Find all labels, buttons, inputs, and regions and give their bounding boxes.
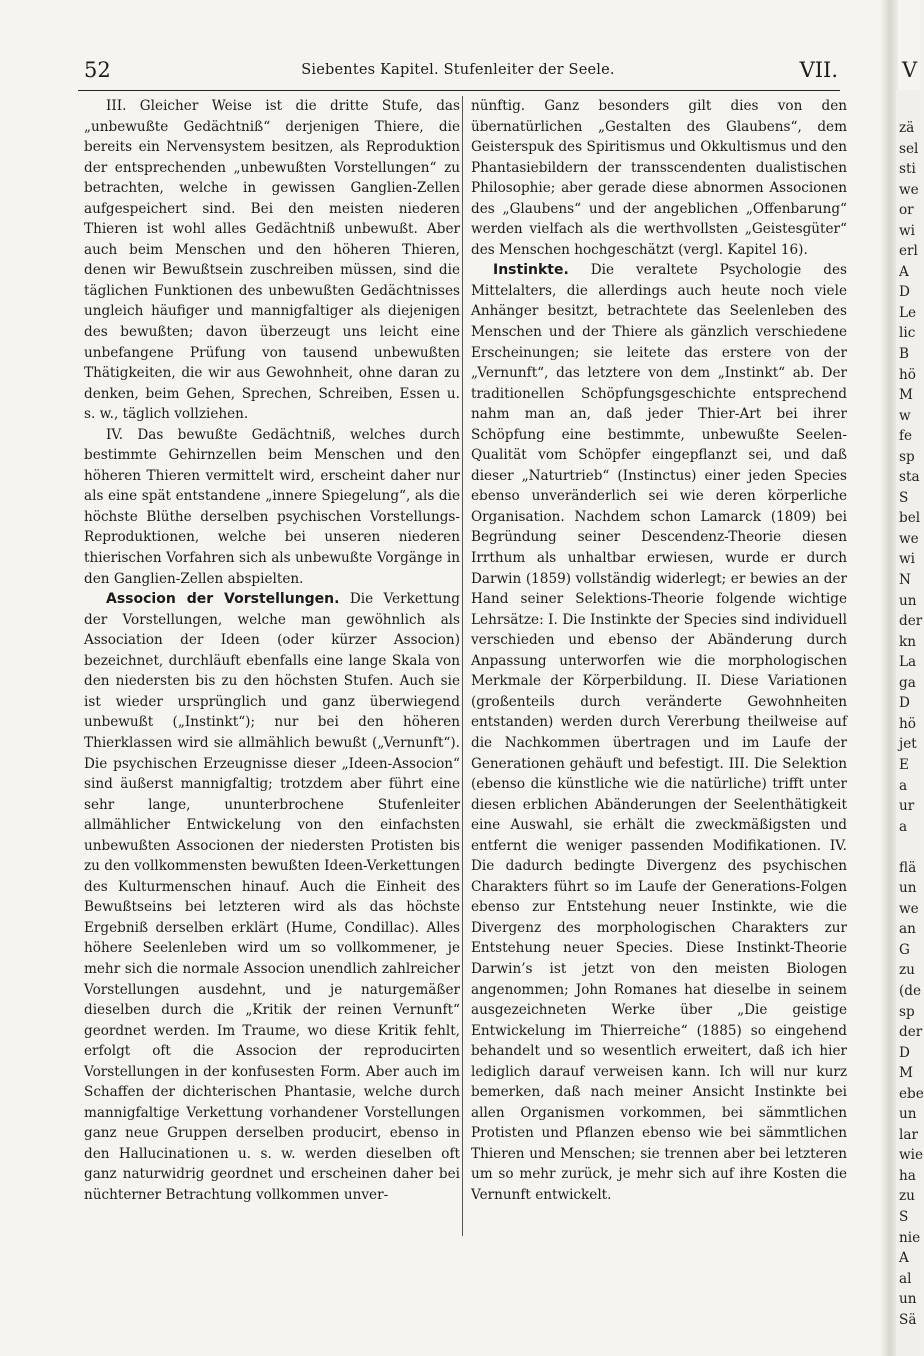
instincts-text: Die veraltete Psychologie des Mittelalters, die allerdings auch heute noch viele Anhänger besitzt, betrachtete das Seelenleben des Menschen und der Thiere als gänzlich verschiedene Erscheinungen; sie leitete das erstere von der „Vernunft“, das letztere von dem „Instinkt“ ab. Der traditionellen Schöpfungsgeschichte entsprechend nahm man an, daß jeder Thier-Art bei ihrer Schöpfung eine bestimmte, unbewußte Seelen-Qualität vom Schöpfer eingepflanzt sei, und daß dieser „Naturtrieb“ (Instinctus) einer jeden Species ebenso unveränderlich sei wie deren körperliche Organisation. Nachdem schon Lamarck (1809) bei Begründung seiner Descendenz-Theorie diesen Irrthum als unhaltbar erwiesen, wurde er durch Darwin (1859) vollständig widerlegt; er bewies an der Hand seiner Selektions-Theorie folgende wichtige Lehrsätze: I. Die Instinkte der Species sind individuell verschieden und ebenso der Abänderung durch Anpassung unterworfen wie die morphologischen Merkmale der Körperbildung. II. Diese Variationen (großenteils durch veränderte Gewohnheiten entstanden) werden durch Vererbung theilweise auf die Nachkommen übertragen und im Laufe der Generationen gehäuft und befestigt. III. Die Selektion (ebenso die künstliche wie die natürliche) trifft unter diesen erblichen Abänderungen der Seelenthätigkeit eine Auswahl, sie erhält die zweckmäßigsten und entfernt die weniger passenden Modifikationen. IV. Die dadurch bedingte Divergenz des psychischen Charakters führt so im Laufe der Generations-Folgen ebenso zur Entstehung neuer Instinkte, wie die Divergenz des morphologischen Charakters zur Entstehung neuer Species. Diese Instinkt-Theorie Darwin’s ist jetzt von den meisten Biologen angenommen; John Romanes hat dieselbe in seinem ausgezeichneten Werke über „Die geistige Entwickelung im Thierreiche“ (1885) so eingehend behandelt und so wesentlich erweitert, daß ich hier lediglich darauf verweisen kann. Ich will nur kurz bemerken, daß nach meiner Ansicht Instinkte bei allen Organismen vorkommen, bei sämmtlichen Protisten und Pflanzen ebenso wie bei sämmtlichen Thieren und Menschen; sie trennen aber bei letzteren um so mehr zurück, je mehr sich auf ihre Kosten die Vernunft entwickelt. [471, 262, 847, 1203]
paragraph-unconscious-memory: III. Gleicher Weise ist die dritte Stufe, das „unbewußte Gedächtniß“ derjenigen Thiere, die bereits ein Nervensystem besitzen, als Reproduktion der entsprechenden „unbewußten Vorstellungen“ zu betrachten, welche in gewissen Ganglien-Zellen aufgespeichert sind. Bei den meisten niederen Thieren ist wohl alles Gedächtniß unbewußt. Aber auch beim Menschen und den höheren Thieren, denen wir Bewußtsein zuschreiben müssen, sind die täglichen Funktionen des unbewußten Gedächtnisses ungleich häufiger und mannigfaltiger als diejenigen des bewußten; davon überzeugt uns leicht eine unbefangene Prüfung von tausend unbewußten Thätigkeiten, die wir aus Gewohnheit, ohne daran zu denken, beim Gehen, Sprechen, Schreiben, Essen u. s. w., täglich vollziehen. [84, 98, 460, 423]
running-title: Siebentes Kapitel. Stufenleiter der Seele. [301, 62, 615, 78]
paragraph-conscious-memory: IV. Das bewußte Gedächtniß, welches durch bestimmte Gehirnzellen beim Menschen und den höheren Thieren vermittelt wird, erscheint daher nur als eine spät entstandene „innere Spiegelung“, als die höchste Blüthe derselben psychischen Vorstellungs-Reproduktionen, welche bei unseren niederen thierischen Vorfahren sich als unbewußte Vorgänge in den Ganglien-Zellen abspielten. [84, 426, 460, 587]
running-header [78, 58, 838, 88]
column-divider [462, 96, 463, 1236]
paragraph-continuation: nünftig. Ganz besonders gilt dies von den übernatürlichen „Gestalten des Glaubens“, dem Geisterspuk des Spiritismus und Okkultismus und den Phantasiebildern der transscendenten dualistischen Philosophie; aber gerade diese abnormen Associonen des „Glaubens“ und der angeblichen „Offenbarung“ werden vielfach als die werthvollsten „Geistesgüter“ des Menschen hochgeschätzt (vergl. Kapitel 16). [471, 98, 847, 258]
next-page-edge [896, 58, 924, 1356]
section-heading-instincts: Instinkte. [493, 262, 569, 279]
paragraph-association [84, 589, 460, 1205]
chapter-numeral: VII. [799, 58, 838, 82]
next-page-text-fragments: zä sel sti we or wi erl A D Le lic B hö M w fe sp sta S bel we wi N un der kn La ga D hö jet E a ur a flä un we an G zu (de sp der D M ebe un lar wie ha zu S nie A al un Sä [899, 120, 924, 1328]
header-rule [78, 90, 840, 91]
next-page-chapter-numeral: V [902, 58, 918, 82]
right-column [471, 96, 847, 1206]
paragraph-instincts [471, 260, 847, 1205]
left-column [84, 96, 460, 1206]
page-number: 52 [84, 58, 111, 82]
association-text: Die Verkettung der Vorstellungen, welche man gewöhnlich als Association der Ideen (oder kürzer Associon) bezeichnet, durchläuft ebenfalls eine lange Skala von den niedersten bis zu den höchsten Stufen. Auch sie ist wieder ursprünglich und ganz überwiegend unbewußt („Instinkt“); nur bei den höheren Thierklassen wird sie allmählich bewußt („Vernunft“). Die psychischen Erzeugnisse dieser „Ideen-Associon“ sind äußerst mannigfaltig; trotzdem aber führt eine sehr lange, ununterbrochene Stufenleiter allmählicher Entwickelung von den einfachsten unbewußten Associonen der niedersten Protisten bis zu den vollkommensten bewußten Ideen-Verkettungen des Kulturmenschen hinauf. Auch die Einheit des Bewußtseins bei letzteren wird als das höchste Ergebniß derselben erklärt (Hume, Condillac). Alles höhere Seelenleben wird um so vollkommener, je mehr sich die normale Associon unendlich zahlreicher Vorstellungen ausdehnt, und je naturgemäßer dieselben durch die „Kritik der reinen Vernunft“ geordnet werden. Im Traume, wo diese Kritik fehlt, erfolgt oft die Associon der reproducirten Vorstellungen in der konfusesten Form. Aber auch im Schaffen der dichterischen Phantasie, welche durch mannigfaltige Verkettung vorhandener Vorstellungen ganz neue Gruppen derselben producirt, ebenso in den Hallucinationen u. s. w. werden dieselben oft ganz naturwidrig geordnet und erscheinen daher bei nüchterner Betrachtung vollkommen unver- [84, 591, 460, 1203]
section-heading-association: Associon der Vorstellungen. [106, 591, 340, 608]
